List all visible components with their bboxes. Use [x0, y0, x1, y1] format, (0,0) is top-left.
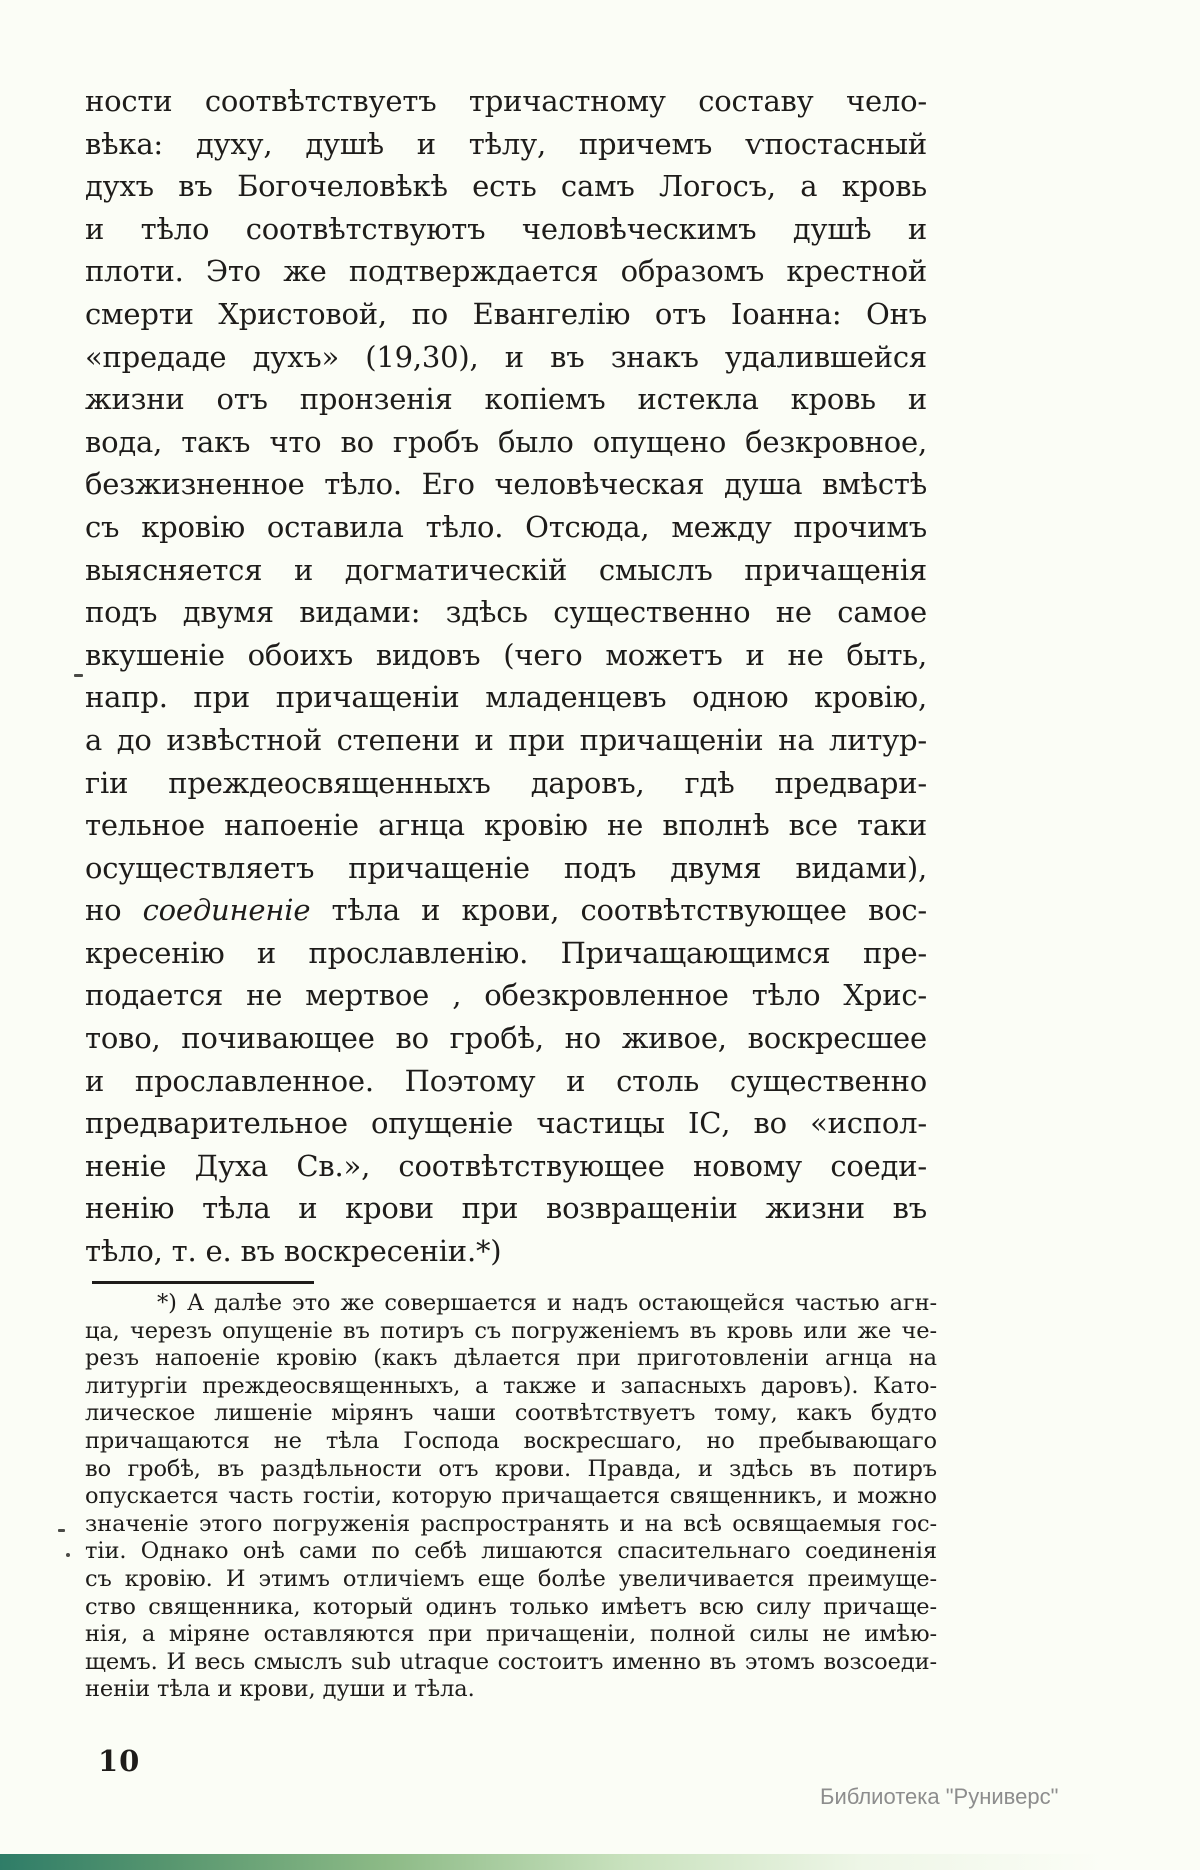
scan-artifact	[74, 674, 83, 677]
body-line-segment: тѣла и крови, соотвѣтствующее вос-	[310, 893, 927, 928]
body-line-last: тѣло, т. е. въ воскресеніи.*)	[85, 1234, 502, 1269]
body-line: неніе Духа Св.», соотвѣтствующее новому соеди-	[85, 1148, 927, 1183]
footnote-line: *) А далѣе это же совершается и надъ остающейся частью агн-	[157, 1290, 937, 1316]
footnote-line: причащаются не тѣла Господа воскресшаго, но пребывающаго	[85, 1427, 937, 1454]
body-line: тельное напоеніе агнца кровію не вполнѣ все таки	[85, 808, 927, 843]
scan-artifact	[66, 1553, 70, 1557]
footnote-line: во гробѣ, въ раздѣльности отъ крови. Правда, и здѣсь въ потиръ	[85, 1455, 937, 1482]
body-line: подъ двумя видами: здѣсь существенно не самое	[85, 595, 927, 630]
footnote-line: тіи. Однако онѣ сами по себѣ лишаются спасительнаго соединенія	[85, 1538, 937, 1565]
main-text-block	[85, 80, 927, 1273]
footnote-separator-rule	[92, 1281, 314, 1284]
body-line: кресенію и прославленію. Причащающимся пре-	[85, 935, 927, 970]
body-line: гіи преждеосвященныхъ даровъ, гдѣ предвари-	[85, 765, 927, 800]
body-line: и прославленное. Поэтому и столь существенно	[85, 1063, 927, 1098]
footnote-line: нія, а міряне оставляются при причащеніи, полной силы не имѣю-	[85, 1621, 937, 1648]
body-line: «предаде духъ» (19,30), и въ знакъ удалившейся	[85, 339, 927, 374]
body-line: выясняется и догматическій смыслъ причащенія	[85, 552, 927, 587]
scan-artifact	[58, 1529, 65, 1532]
footnote-line: опускается часть гостіи, которую причащается священникъ, и можно	[85, 1483, 937, 1510]
footnote-line: щемъ. И весь смыслъ sub utraque состоитъ именно въ этомъ возсоеди-	[85, 1648, 937, 1675]
bottom-gradient-bar	[0, 1854, 1200, 1870]
body-line: предварительное опущеніе частицы ІС, во «испол-	[85, 1106, 927, 1141]
body-line: плоти. Это же подтверждается образомъ крестной	[85, 254, 927, 289]
body-line: подается не мертвое , обезкровленное тѣло Хрис-	[85, 978, 927, 1013]
footnote-line: резъ напоеніе кровію (какъ дѣлается при приготовленіи агнца на	[85, 1345, 937, 1372]
body-line: и тѣло соотвѣтствуютъ человѣческимъ душѣ и	[85, 211, 927, 246]
page-number: 10	[98, 1744, 141, 1778]
body-line: духъ въ Богочеловѣкѣ есть самъ Логосъ, а кровь	[85, 169, 927, 204]
body-line: вода, такъ что во гробъ было опущено безкровное,	[85, 424, 927, 459]
footnote-line: съ кровію. И этимъ отличіемъ еще болѣе увеличивается преимуще-	[85, 1565, 937, 1592]
body-line: тово, почивающее во гробѣ, но живое, воскресшее	[85, 1021, 927, 1056]
body-line: вкушеніе обоихъ видовъ (чего можетъ и не быть,	[85, 637, 927, 672]
italic-word: соединеніе	[142, 893, 311, 928]
footnote-line: литургіи преждеосвященныхъ, а также и запасныхъ даровъ). Като-	[85, 1372, 937, 1399]
body-line: смерти Христовой, по Евангелію отъ Іоанна: Онъ	[85, 296, 927, 331]
body-line: ненію тѣла и крови при возвращеніи жизни въ	[85, 1191, 927, 1226]
footnote-line: ство священника, который одинъ только имѣетъ всю силу причаще-	[85, 1593, 937, 1620]
library-watermark: Библиотека "Руниверс"	[820, 1784, 1059, 1809]
body-line: напр. при причащеніи младенцевъ одною кровію,	[85, 680, 927, 715]
body-line-segment: но	[85, 893, 143, 928]
footnote-line: ца, черезъ опущеніе въ потиръ съ погруженіемъ въ кровь или же че-	[85, 1317, 937, 1344]
body-line: безжизненное тѣло. Его человѣческая душа вмѣстѣ	[85, 467, 927, 502]
body-line: жизни отъ пронзенія копіемъ истекла кровь и	[85, 382, 927, 417]
body-line-with-italic	[85, 889, 927, 932]
footnote-line-last: неніи тѣла и крови, души и тѣла.	[85, 1676, 475, 1703]
body-line: вѣка: духу, душѣ и тѣлу, причемъ ѵпостасный	[85, 126, 927, 161]
footnote-line: значеніе этого погруженія распространять и на всѣ освящаемыя гос-	[85, 1510, 937, 1537]
body-line: а до извѣстной степени и при причащеніи на литур-	[85, 722, 927, 757]
body-line: ности соотвѣтствуетъ тричастному составу чело-	[85, 84, 927, 118]
body-line: осуществляетъ причащеніе подъ двумя видами),	[85, 850, 927, 885]
body-line: съ кровію оставила тѣло. Отсюда, между прочимъ	[85, 509, 927, 544]
footnote-block	[85, 1290, 937, 1704]
footnote-line: лическое лишеніе мірянъ чаши соотвѣтствуетъ тому, какъ будто	[85, 1400, 937, 1427]
